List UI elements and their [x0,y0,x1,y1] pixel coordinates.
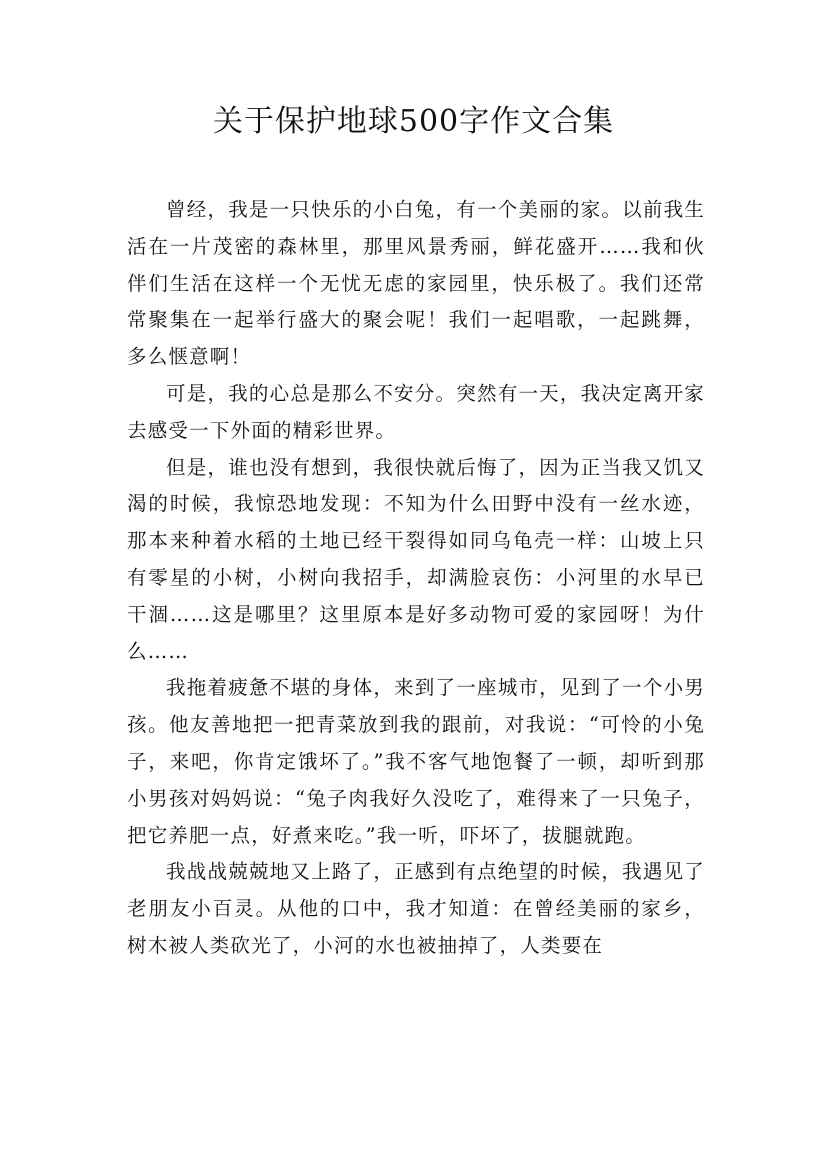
paragraph: 可是，我的心总是那么不安分。突然有一天，我决定离开家去感受一下外面的精彩世界。 [127,381,705,442]
document-body [127,192,705,965]
document-title: 关于保护地球500字作文合集 [212,104,615,139]
paragraph: 但是，谁也没有想到，我很快就后悔了，因为正当我又饥又渴的时候，我惊恐地发现：不知为什么田野中没有一丝水迹，那本来种着水稻的土地已经干裂得如同乌龟壳一样：山坡上只有零星的小树，小树向我招手，却满脸哀伤：小河里的水早已干涸……这是哪里？这里原本是好多动物可爱的家园呀！为什么…… [127,455,705,663]
paragraph: 我拖着疲惫不堪的身体，来到了一座城市，见到了一个小男孩。他友善地把一把青菜放到我的跟前，对我说：“可怜的小兔子，来吧，你肯定饿坏了。”我不客气地饱餐了一顿，却听到那小男孩对妈妈说：“兔子肉我好久没吃了，难得来了一只兔子，把它养肥一点，好煮来吃。”我一听，吓坏了，拔腿就跑。 [127,676,705,847]
paragraph: 曾经，我是一只快乐的小白兔，有一个美丽的家。以前我生活在一片茂密的森林里，那里风景秀丽，鲜花盛开……我和伙伴们生活在这样一个无忧无虑的家园里，快乐极了。我们还常常聚集在一起举行盛大的聚会呢！我们一起唱歌，一起跳舞，多么惬意啊！ [127,198,705,369]
paragraph: 我战战兢兢地又上路了，正感到有点绝望的时候，我遇见了老朋友小百灵。从他的口中，我才知道：在曾经美丽的家乡，树木被人类砍光了，小河的水也被抽掉了，人类要在 [127,860,705,957]
